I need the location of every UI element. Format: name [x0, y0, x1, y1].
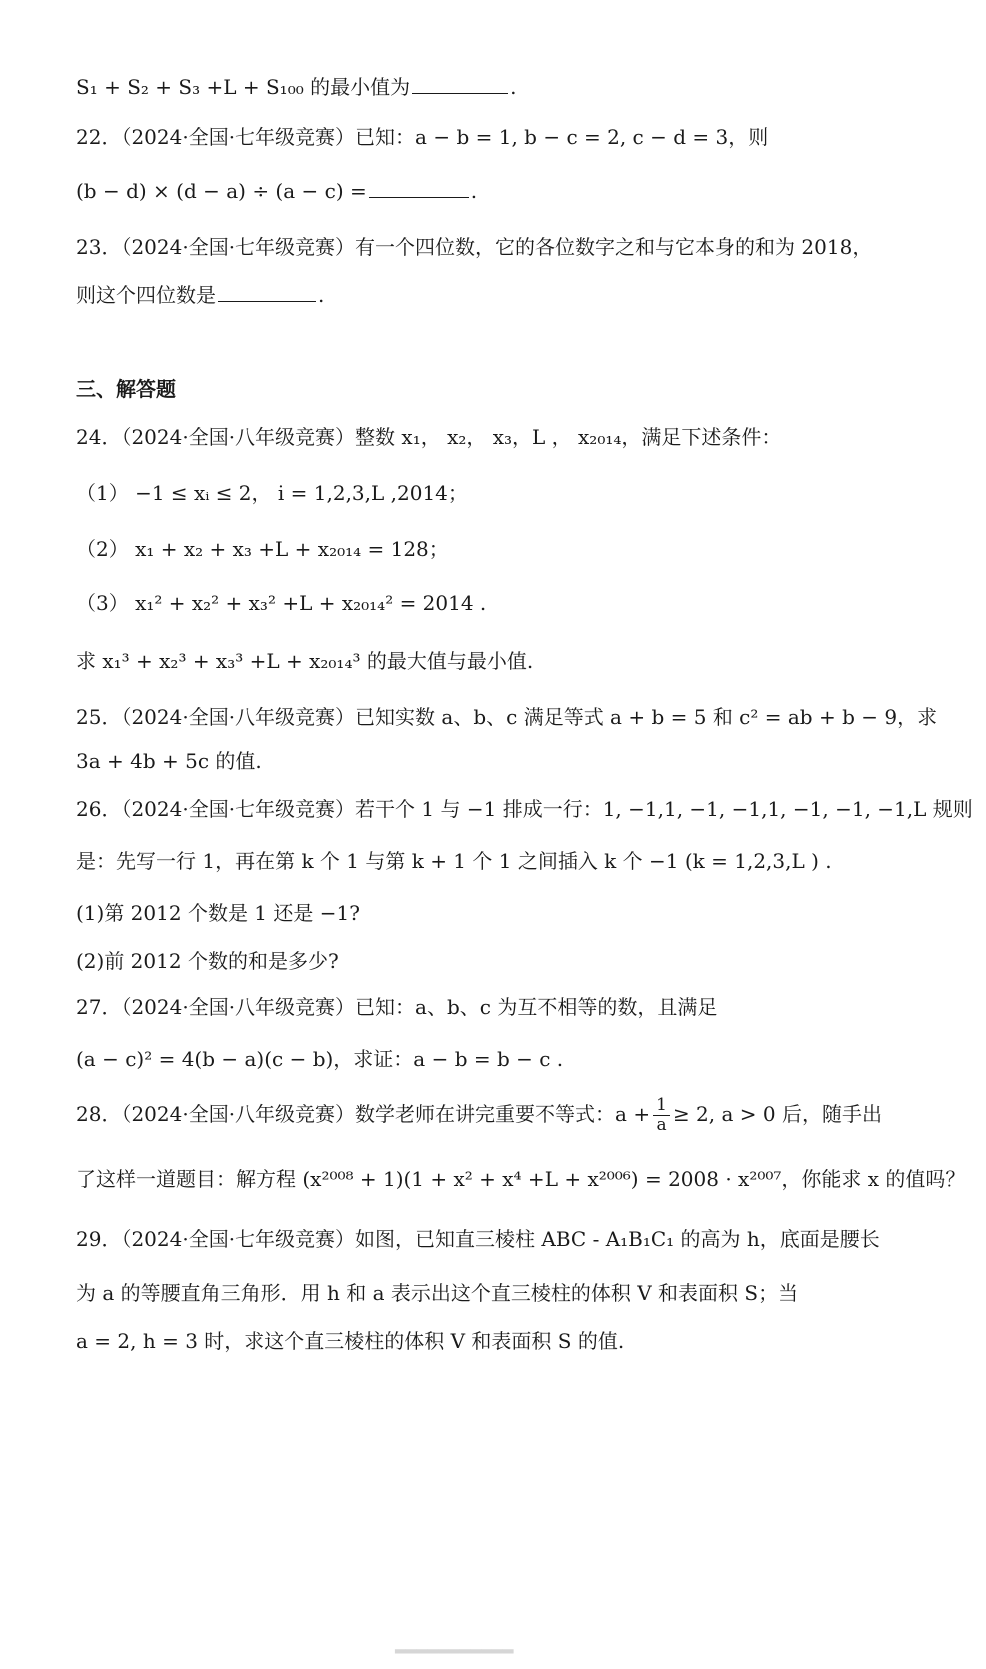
question-28: [76, 1096, 882, 1135]
period: .: [470, 179, 478, 203]
fraction-numerator: 1: [653, 1096, 670, 1116]
section-title: 三、解答题: [76, 377, 176, 401]
question-text: 29．（2024·全国·七年级竞赛）如图，已知直三棱柱 ABC - A₁B₁C₁ 的高为 h，底面是腰长: [76, 1227, 880, 1251]
question-text: 了这样一道题目：解方程 (x²⁰⁰⁸ + 1)(1 + x² + x⁴ +L + x²⁰⁰⁶) = 2008 · x²⁰⁰⁷，你能求 x 的值吗？: [76, 1167, 966, 1191]
question-24-condition-2: [76, 534, 449, 564]
question-text: 是：先写一行 1，再在第 k 个 1 与第 k + 1 个 1 之间插入 k 个 −1 (k = 1,2,3,L ) .: [76, 849, 832, 873]
section-heading: [76, 374, 176, 404]
question-24-condition-3: [76, 588, 486, 618]
period: .: [318, 283, 325, 307]
question-27-continued: [76, 1044, 563, 1074]
question-29: [76, 1224, 880, 1254]
condition-text: （3） x₁² + x₂² + x₃² +L + x₂₀₁₄² = 2014 .: [76, 591, 487, 615]
question-text: 24．（2024·全国·八年级竞赛）整数 x₁， x₂， x₃，L ， x₂₀₁₄，满足下述条件：: [76, 425, 782, 449]
period: .: [510, 75, 517, 99]
question-24: [76, 422, 781, 452]
question-26-part-1: [76, 898, 360, 928]
question-text: 3a + 4b + 5c 的值.: [76, 749, 262, 773]
answer-blank: [369, 177, 469, 198]
question-text: (2)前 2012 个数的和是多少?: [76, 949, 339, 973]
question-text: 27．（2024·全国·八年级竞赛）已知：a、b、c 为互不相等的数，且满足: [76, 995, 718, 1019]
question-23: [76, 232, 872, 262]
question-text: 23．（2024·全国·七年级竞赛）有一个四位数，它的各位数字之和与它本身的和为 2018，: [76, 235, 873, 259]
question-text: ≥ 2, a > 0 后，随手出: [672, 1102, 882, 1126]
question-24-ask: [76, 646, 533, 676]
question-26-part-2: [76, 946, 339, 976]
question-text: (b − d) × (d − a) ÷ (a − c) =: [76, 179, 367, 203]
question-25-continued: [76, 746, 262, 776]
question-text: (1)第 2012 个数是 1 还是 −1?: [76, 901, 360, 925]
question-22: [76, 122, 768, 152]
question-text: 求 x₁³ + x₂³ + x₃³ +L + x₂₀₁₄³ 的最大值与最小值.: [76, 649, 534, 673]
answer-blank: [218, 281, 316, 302]
question-text: 22．（2024·全国·七年级竞赛）已知：a − b = 1, b − c = 2, c − d = 3，则: [76, 125, 769, 149]
question-text: 25．（2024·全国·八年级竞赛）已知实数 a、b、c 满足等式 a + b = 5 和 c² = ab + b − 9，求: [76, 705, 938, 729]
question-text: S₁ + S₂ + S₃ +L + S₁₀₀ 的最小值为: [76, 75, 411, 99]
question-22-continued: [76, 176, 477, 206]
question-21-tail: [76, 72, 516, 102]
question-text: 则这个四位数是: [76, 283, 216, 307]
condition-text: （1） −1 ≤ xᵢ ≤ 2， i = 1,2,3,L ,2014；: [76, 481, 468, 505]
question-text: 28．（2024·全国·八年级竞赛）数学老师在讲完重要不等式：a +: [76, 1102, 651, 1126]
fraction-denominator: a: [656, 1115, 667, 1135]
question-26-rule: [76, 846, 832, 876]
condition-text: （2） x₁ + x₂ + x₃ +L + x₂₀₁₄ = 128；: [76, 537, 449, 561]
question-24-condition-1: [76, 478, 468, 508]
question-text: 26．（2024·全国·七年级竞赛）若干个 1 与 −1 排成一行：1, −1,1, −1, −1,1, −1, −1, −1,L 规则: [76, 797, 973, 821]
question-text: (a − c)² = 4(b − a)(c − b)，求证：a − b = b − c .: [76, 1047, 564, 1071]
question-25: [76, 702, 937, 732]
watermark-smudge: ▂▂▂▂▂▂▂▂▂▂▂: [395, 1638, 514, 1654]
question-28-continued: [76, 1164, 965, 1194]
question-text: 为 a 的等腰直角三角形．用 h 和 a 表示出这个直三棱柱的体积 V 和表面积 S；当: [76, 1281, 799, 1305]
question-27: [76, 992, 717, 1022]
question-23-continued: [76, 280, 324, 310]
fraction-one-over-a: [653, 1096, 670, 1135]
question-29-final: [76, 1326, 624, 1356]
question-text: a = 2, h = 3 时，求这个直三棱柱的体积 V 和表面积 S 的值.: [76, 1329, 625, 1353]
question-29-continued: [76, 1278, 798, 1308]
answer-blank: [412, 73, 508, 94]
question-26: [76, 794, 973, 824]
